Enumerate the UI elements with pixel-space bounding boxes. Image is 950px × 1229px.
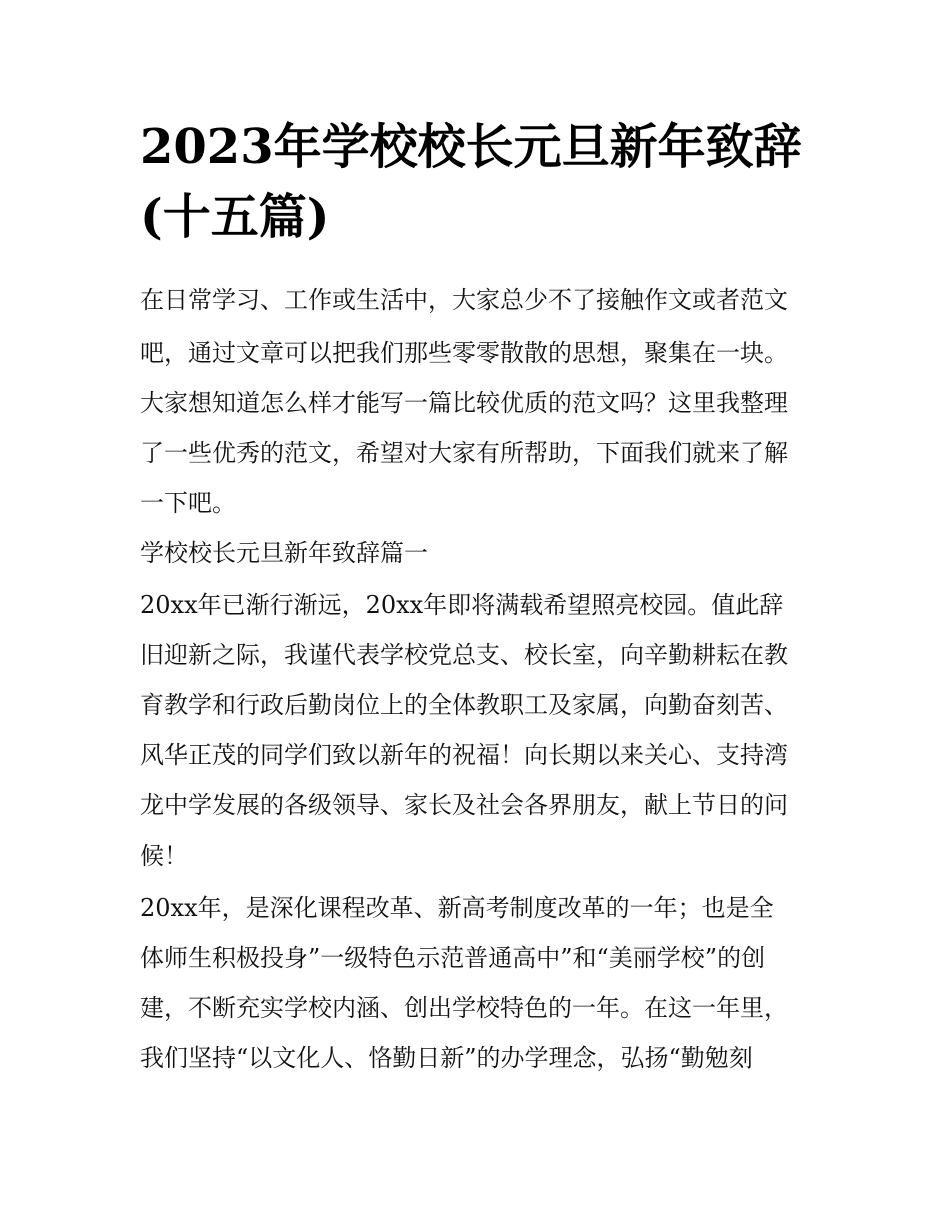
body-line: 旧迎新之际，我谨代表学校党总支、校长室，向辛勤耕耘在教 <box>140 641 788 669</box>
body-line: 20xx年，是深化课程改革、新高考制度改革的一年；也是全 <box>140 894 774 922</box>
body-line: 一下吧。 <box>140 489 236 517</box>
title-line-1: 2023年学校校长元旦新年致辞 <box>140 119 802 175</box>
body-line: 建，不断充实学校内涵、创出学校特色的一年。在这一年里， <box>140 994 788 1022</box>
body-line: 大家想知道怎么样才能写一篇比较优质的范文吗？这里我整理 <box>140 389 788 417</box>
body-line: 在日常学习、工作或生活中，大家总少不了接触作文或者范文 <box>140 286 788 314</box>
body-line: 20xx年已渐行渐远，20xx年即将满载希望照亮校园。值此辞 <box>140 591 784 619</box>
body-line: 体师生积极投身”一级特色示范普通高中”和“美丽学校”的创 <box>140 944 766 972</box>
title-line-2: (十五篇) <box>140 189 330 245</box>
section-heading: 学校校长元旦新年致辞篇一 <box>140 539 428 567</box>
document-title <box>140 112 830 252</box>
body-line: 我们坚持“以文化人、恪勤日新”的办学理念，弘扬“勤勉刻 <box>140 1044 753 1072</box>
body-line: 龙中学发展的各级领导、家长及社会各界朋友，献上节日的问 <box>140 791 788 819</box>
body-line: 风华正茂的同学们致以新年的祝福！向长期以来关心、支持湾 <box>140 741 788 769</box>
body-line: 育教学和行政后勤岗位上的全体教职工及家属，向勤奋刻苦、 <box>140 691 788 719</box>
body-line: 吧，通过文章可以把我们那些零零散散的思想，聚集在一块。 <box>140 339 788 367</box>
body-line: 了一些优秀的范文，希望对大家有所帮助，下面我们就来了解 <box>140 439 788 467</box>
body-line: 候！ <box>140 842 188 870</box>
